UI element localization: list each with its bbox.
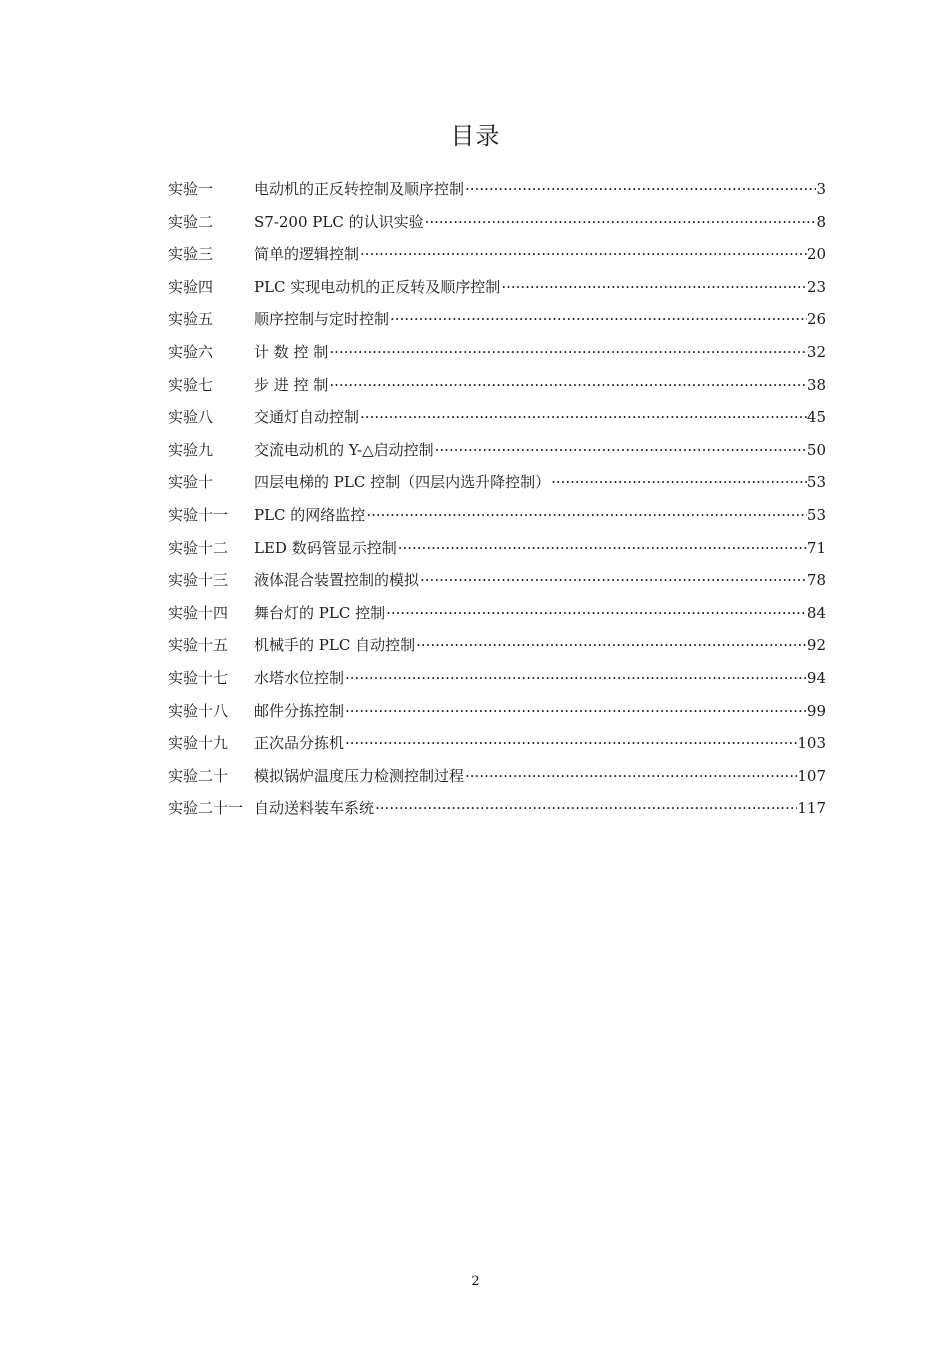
toc-leader-dots (415, 636, 807, 654)
toc-entry-page: 20 (806, 245, 826, 264)
toc-entry-page: 117 (797, 799, 826, 818)
toc-entry-title: 计 数 控 制 (254, 342, 329, 361)
toc-entry-number: 实验十二 (168, 538, 229, 557)
toc-entry-page: 103 (797, 734, 826, 753)
page-number: 2 (471, 1274, 480, 1289)
toc-entry-number: 实验二 (168, 212, 214, 231)
toc-entry-title: 自动送料装车系统 (254, 799, 375, 818)
toc-entry-title: 舞台灯的 PLC 控制 (254, 603, 386, 622)
toc-entry-title: 电动机的正反转控制及顺序控制 (254, 180, 465, 198)
toc-entry-page: 99 (806, 701, 826, 720)
toc-entry[interactable] (168, 667, 826, 700)
toc-leader-dots (328, 376, 807, 394)
toc-leader-dots (424, 213, 817, 231)
toc-entry[interactable] (168, 341, 826, 374)
toc-entry[interactable] (168, 308, 826, 341)
toc-entry-page: 45 (806, 408, 826, 427)
toc-leader-dots (385, 604, 807, 622)
toc-entry-page: 71 (806, 538, 826, 557)
toc-entry[interactable] (168, 504, 826, 537)
toc-entry-number: 实验十一 (168, 505, 229, 524)
toc-entry-number: 实验十八 (168, 701, 229, 720)
toc-entry[interactable] (168, 374, 826, 407)
toc-entry-number: 实验七 (168, 375, 214, 394)
toc-entry-title: 机械手的 PLC 自动控制 (254, 636, 416, 655)
toc-entry[interactable] (168, 602, 826, 635)
toc-entry-title: 液体混合装置控制的模拟 (254, 571, 420, 590)
toc-leader-dots (359, 245, 807, 263)
table-of-contents (168, 178, 826, 830)
toc-entry-number: 实验九 (168, 440, 214, 459)
toc-leader-dots (389, 310, 807, 328)
toc-entry-number: 实验十五 (168, 636, 229, 655)
toc-entry-title: 邮件分拣控制 (254, 701, 345, 720)
toc-leader-dots (328, 343, 807, 361)
toc-entry-title: 交流电动机的 Y-△启动控制 (254, 440, 434, 459)
toc-entry-number: 实验一 (168, 180, 214, 198)
toc-entry-title: 交通灯自动控制 (254, 408, 360, 427)
toc-entry-number: 实验六 (168, 342, 214, 361)
toc-entry-page: 84 (806, 603, 826, 622)
toc-entry-title: 顺序控制与定时控制 (254, 310, 390, 329)
toc-entry-title: 步 进 控 制 (254, 375, 329, 394)
toc-leader-dots (344, 669, 807, 687)
toc-leader-dots (397, 539, 807, 557)
toc-entry-title: 模拟锅炉温度压力检测控制过程 (254, 766, 465, 785)
toc-entry-title: S7-200 PLC 的认识实验 (254, 212, 424, 231)
toc-entry-page: 50 (806, 440, 826, 459)
toc-leader-dots (464, 180, 816, 198)
toc-entry-number: 实验十九 (168, 734, 229, 753)
toc-entry-number: 实验十三 (168, 571, 229, 590)
toc-entry[interactable] (168, 406, 826, 439)
toc-entry-page: 92 (806, 636, 826, 655)
toc-leader-dots (344, 734, 797, 752)
toc-entry[interactable] (168, 276, 826, 309)
toc-entry-title: PLC 实现电动机的正反转及顺序控制 (254, 277, 501, 296)
toc-entry-title: LED 数码管显示控制 (254, 538, 397, 557)
toc-entry-title: PLC 的网络监控 (254, 505, 366, 524)
toc-entry-page: 23 (806, 277, 826, 296)
toc-entry-page: 107 (797, 766, 826, 785)
toc-entry-page: 38 (806, 375, 826, 394)
toc-entry-title: 四层电梯的 PLC 控制（四层内选升降控制） (254, 473, 551, 492)
toc-entry[interactable] (168, 634, 826, 667)
toc-entry-number: 实验十四 (168, 603, 229, 622)
page-title: 目录 (450, 122, 501, 150)
toc-entry[interactable] (168, 700, 826, 733)
toc-leader-dots (374, 799, 797, 817)
toc-leader-dots (434, 441, 807, 459)
toc-entry-page: 26 (806, 310, 826, 329)
toc-entry[interactable] (168, 211, 826, 244)
toc-entry[interactable] (168, 732, 826, 765)
toc-entry-title: 正次品分拣机 (254, 734, 345, 753)
toc-entry-number: 实验十 (168, 473, 214, 492)
toc-leader-dots (500, 278, 807, 296)
toc-entry[interactable] (168, 765, 826, 798)
toc-leader-dots (464, 767, 797, 785)
toc-entry-title: 水塔水位控制 (254, 668, 345, 687)
toc-entry-number: 实验四 (168, 277, 214, 296)
toc-entry[interactable] (168, 537, 826, 570)
toc-leader-dots (359, 408, 807, 426)
toc-entry[interactable] (168, 439, 826, 472)
toc-entry-page: 8 (816, 212, 826, 231)
toc-entry-page: 53 (806, 473, 826, 492)
toc-entry-page: 53 (806, 505, 826, 524)
toc-entry[interactable] (168, 569, 826, 602)
toc-entry-page: 32 (806, 342, 826, 361)
toc-entry-number: 实验二十 (168, 766, 229, 785)
toc-entry[interactable] (168, 178, 826, 211)
toc-entry-number: 实验五 (168, 310, 214, 329)
toc-entry-number: 实验十七 (168, 668, 229, 687)
toc-entry-page: 78 (806, 571, 826, 590)
toc-entry-number: 实验三 (168, 245, 214, 264)
toc-entry[interactable] (168, 797, 826, 830)
toc-entry-page: 94 (806, 668, 826, 687)
toc-entry-page: 3 (816, 180, 826, 198)
toc-leader-dots (419, 571, 807, 589)
toc-entry-number: 实验二十一 (168, 799, 244, 818)
toc-entry[interactable] (168, 243, 826, 276)
toc-entry-title: 简单的逻辑控制 (254, 245, 360, 264)
toc-entry-number: 实验八 (168, 408, 214, 427)
toc-entry[interactable] (168, 471, 826, 504)
toc-leader-dots (365, 506, 807, 524)
toc-leader-dots (550, 473, 807, 491)
toc-leader-dots (344, 702, 807, 720)
